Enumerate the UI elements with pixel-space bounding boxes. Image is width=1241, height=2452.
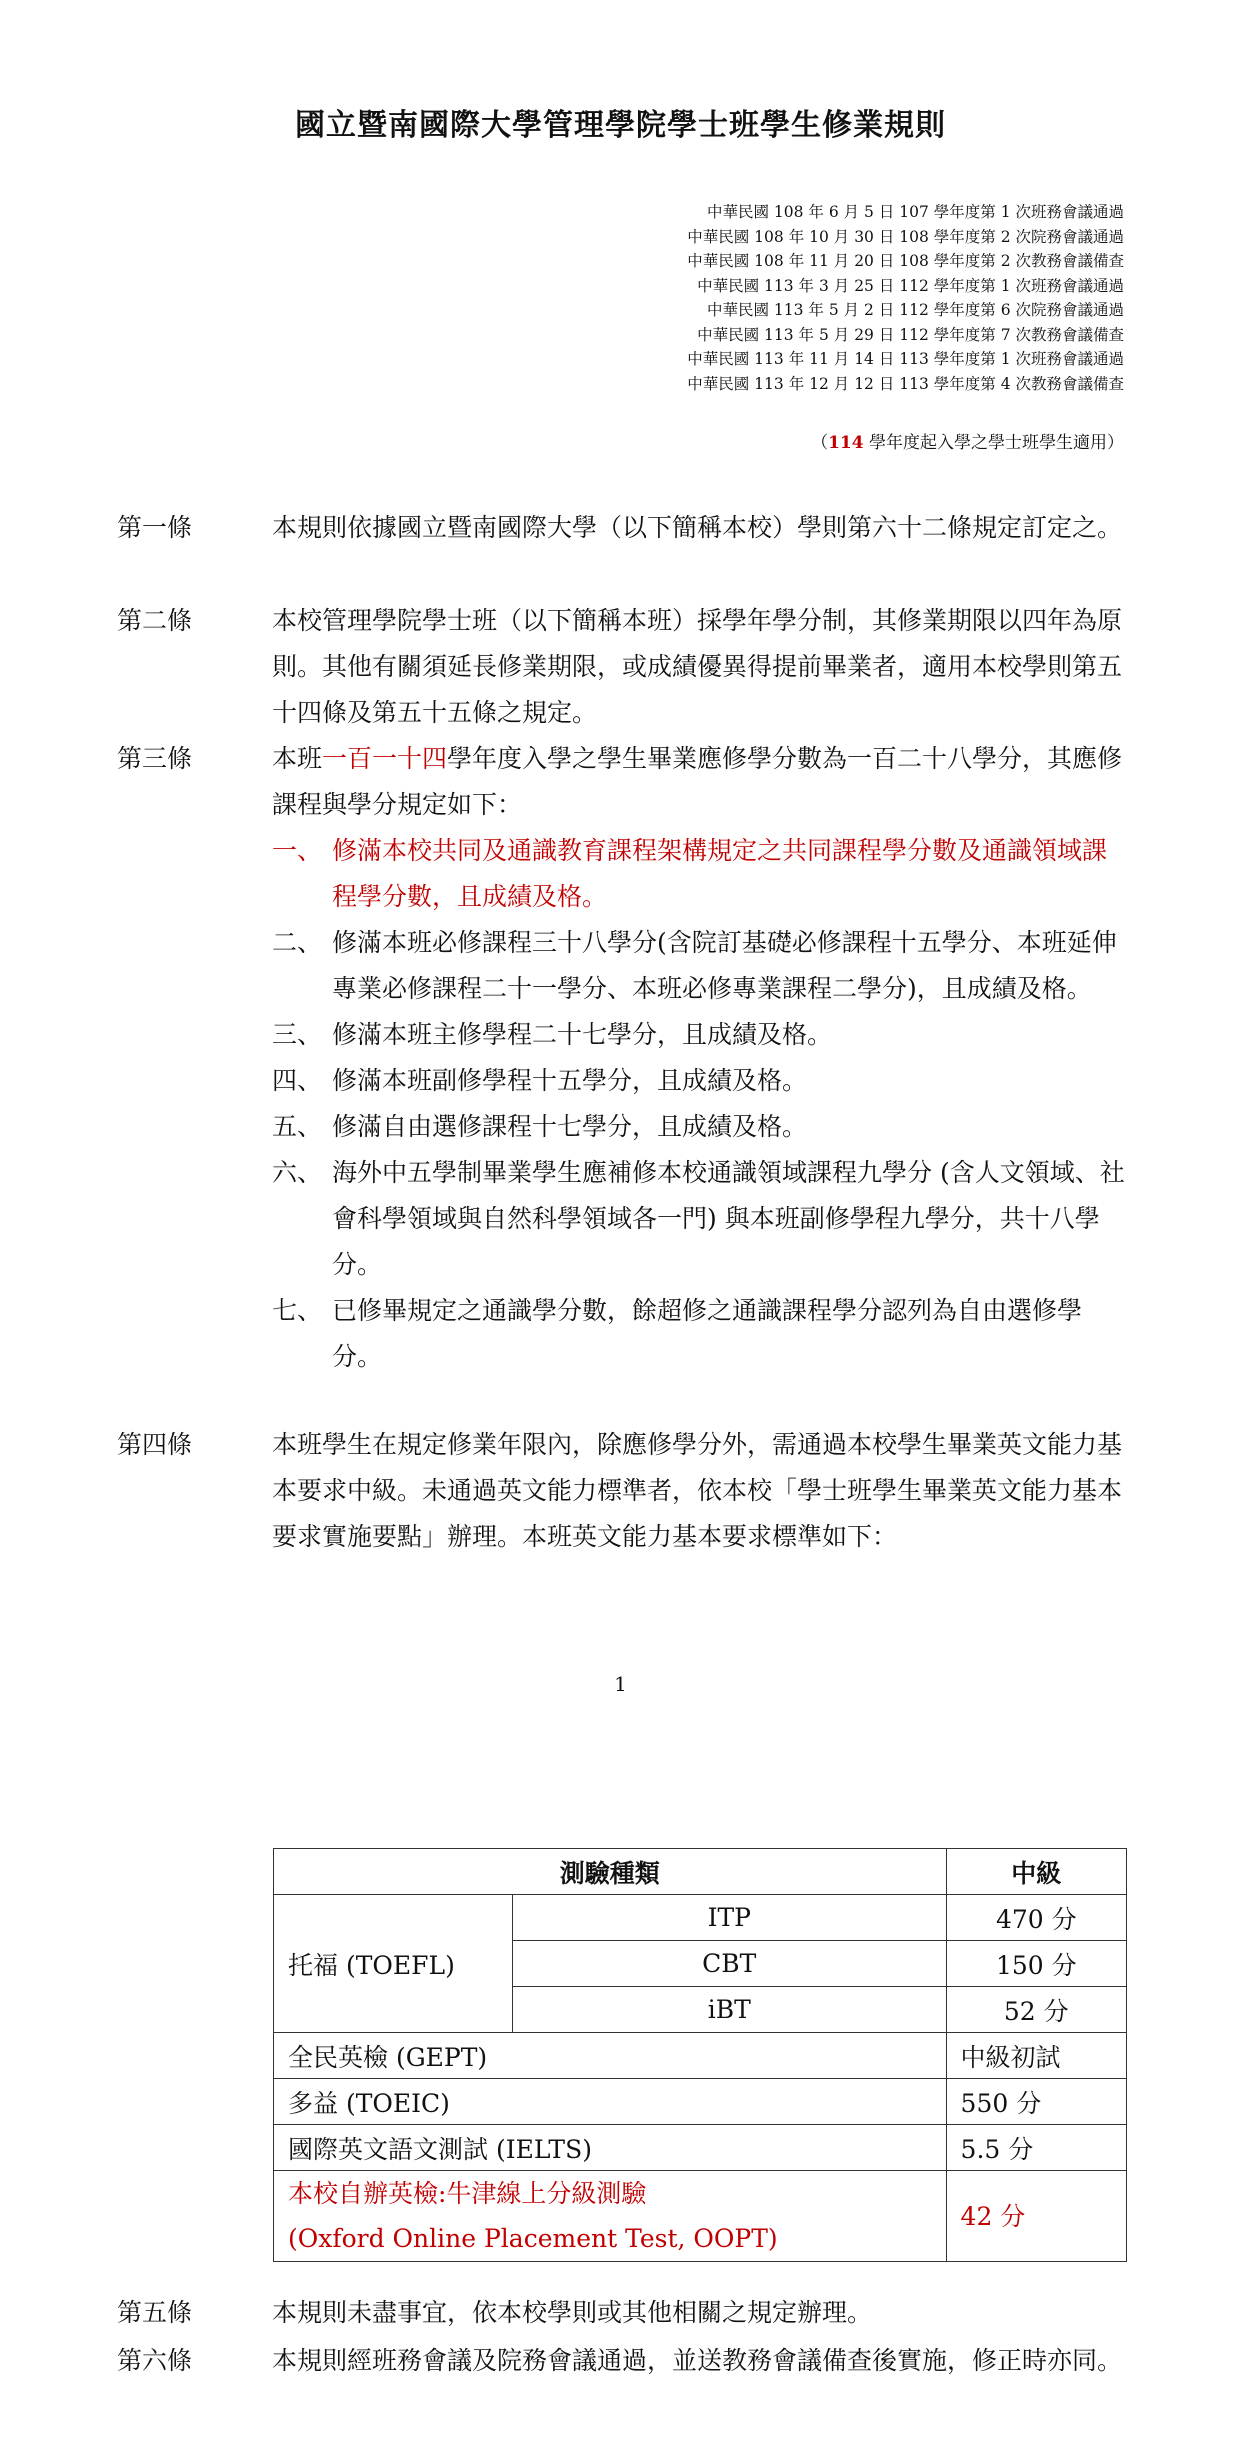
toefl-type: iBT xyxy=(513,1987,947,2033)
item-number: 一、 xyxy=(272,836,323,865)
item-text: 修滿本班必修課程三十八學分(含院訂基礎必修課程十五學分、本班延伸專業必修課程二十一學分、本班必修專業課程二學分)，且成績及格。 xyxy=(332,928,1117,1003)
article-text: 本校管理學院學士班（以下簡稱本班）採學年學分制，其修業期限以四年為原則。其他有關須延長修業期限，或成績優異得提前畢業者，適用本校學則第五十四條及第五十五條之規定。 xyxy=(272,606,1123,727)
article-text: 本規則未盡事宜，依本校學則或其他相關之規定辦理。 xyxy=(272,2298,873,2327)
article-3-item-3 xyxy=(272,1012,1127,1058)
article-3-item-1 xyxy=(272,828,1127,920)
item-text: 已修畢規定之通識學分數，餘超修之通識課程學分認列為自由選修學分。 xyxy=(332,1296,1083,1371)
applies-year: 114 xyxy=(828,433,864,453)
toefl-type: ITP xyxy=(513,1895,947,1941)
item-number: 二、 xyxy=(272,928,323,957)
article-3-year: 一百一十四 xyxy=(322,744,448,773)
article-label: 第五條 xyxy=(117,2298,193,2327)
history-line: 中華民國 108 年 10 月 30 日 108 學年度第 2 次院務會議通過 xyxy=(687,227,1124,246)
english-requirement-table xyxy=(273,1848,1127,2262)
table-row xyxy=(274,2079,1127,2125)
item-text: 修滿本校共同及通識教育課程架構規定之共同課程學分數及通識領域課程學分數，且成績及格。 xyxy=(332,836,1108,911)
item-text: 修滿本班主修學程二十七學分，且成績及格。 xyxy=(332,1020,833,1049)
article-text: 本規則依據國立暨南國際大學（以下簡稱本校）學則第六十二條規定訂定之。 xyxy=(272,513,1123,542)
item-number: 五、 xyxy=(272,1112,323,1141)
toefl-score: 150 分 xyxy=(946,1941,1126,1987)
toeic-score: 550 分 xyxy=(946,2079,1126,2125)
item-text: 修滿自由選修課程十七學分，且成績及格。 xyxy=(332,1112,808,1141)
item-text: 修滿本班副修學程十五學分，且成績及格。 xyxy=(332,1066,808,1095)
table-row xyxy=(274,2171,1127,2262)
item-number: 三、 xyxy=(272,1020,323,1049)
article-text: 本規則經班務會議及院務會議通過，並送教務會議備查後實施，修正時亦同。 xyxy=(272,2346,1123,2375)
item-number: 六、 xyxy=(272,1158,323,1187)
history-line: 中華民國 113 年 11 月 14 日 113 學年度第 1 次班務會議通過 xyxy=(687,350,1124,368)
history-line: 中華民國 113 年 12 月 12 日 113 學年度第 4 次教務會議備查 xyxy=(687,374,1124,393)
article-5 xyxy=(117,2290,1127,2336)
applies-open: （ xyxy=(811,433,829,453)
item-text: 海外中五學制畢業學生應補修本校通識領域課程九學分 (含人文領域、社會科學領域與自然科學領域各一門) 與本班副修學程九學分，共十八學分。 xyxy=(332,1158,1125,1279)
article-3-post: 學年度入學之學生畢業應修學分數為一百二十八學分，其應修課程與學分規定如下： xyxy=(272,744,1123,819)
header-intermediate: 中級 xyxy=(946,1849,1126,1895)
toeic-label: 多益 (TOEIC) xyxy=(274,2079,947,2125)
item-number: 七、 xyxy=(272,1296,323,1325)
article-label: 第四條 xyxy=(117,1430,193,1459)
oopt-line-2: (Oxford Online Placement Test, OOPT) xyxy=(288,2224,778,2253)
toefl-score: 52 分 xyxy=(946,1987,1126,2033)
article-label: 第三條 xyxy=(117,744,193,773)
article-text xyxy=(272,736,1127,828)
ielts-label: 國際英文語文測試 (IELTS) xyxy=(274,2125,947,2171)
ielts-score: 5.5 分 xyxy=(946,2125,1126,2171)
article-label: 第一條 xyxy=(117,513,193,542)
page-number: 1 xyxy=(614,1672,627,1696)
article-3-item-2 xyxy=(272,920,1127,1012)
oopt-line-1: 本校自辦英檢:牛津線上分級測驗 xyxy=(288,2179,647,2208)
article-label: 第六條 xyxy=(117,2346,193,2375)
article-1 xyxy=(117,505,1127,551)
article-text: 本班學生在規定修業年限內，除應修學分外，需通過本校學生畢業英文能力基本要求中級。未通過英文能力標準者，依本校「學士班學生畢業英文能力基本要求實施要點」辦理。本班英文能力基本要求標準如下： xyxy=(272,1430,1123,1551)
item-number: 四、 xyxy=(272,1066,323,1095)
article-3-item-5 xyxy=(272,1104,1127,1150)
article-2 xyxy=(117,598,1127,736)
article-label: 第二條 xyxy=(117,606,193,635)
history-line: 中華民國 113 年 3 月 25 日 112 學年度第 1 次班務會議通過 xyxy=(697,276,1124,295)
document-title: 國立暨南國際大學管理學院學士班學生修業規則 xyxy=(295,108,946,143)
toefl-score: 470 分 xyxy=(946,1895,1126,1941)
table-row xyxy=(274,2125,1127,2171)
article-6 xyxy=(117,2338,1127,2384)
applies-rest: 學年度起入學之學士班學生適用） xyxy=(863,433,1124,453)
history-line: 中華民國 113 年 5 月 29 日 112 學年度第 7 次教務會議備查 xyxy=(697,325,1124,344)
toefl-label: 托福 (TOEFL) xyxy=(274,1895,513,2033)
revision-history xyxy=(687,200,1124,396)
oopt-score: 42 分 xyxy=(946,2171,1126,2262)
table-row xyxy=(274,2033,1127,2079)
history-line: 中華民國 108 年 11 月 20 日 108 學年度第 2 次教務會議備查 xyxy=(687,252,1124,270)
gept-score: 中級初試 xyxy=(946,2033,1126,2079)
history-line: 中華民國 113 年 5 月 2 日 112 學年度第 6 次院務會議通過 xyxy=(706,301,1124,319)
article-3-item-7 xyxy=(272,1288,1127,1380)
history-line: 中華民國 108 年 6 月 5 日 107 學年度第 1 次班務會議通過 xyxy=(706,203,1124,221)
header-test-type: 測驗種類 xyxy=(274,1849,947,1895)
article-3 xyxy=(117,736,1127,1380)
article-3-pre: 本班 xyxy=(272,744,323,773)
gept-label: 全民英檢 (GEPT) xyxy=(274,2033,947,2079)
article-3-item-4 xyxy=(272,1058,1127,1104)
oopt-label xyxy=(274,2171,947,2262)
applicability-note xyxy=(811,428,1124,453)
toefl-type: CBT xyxy=(513,1941,947,1987)
article-3-item-6 xyxy=(272,1150,1127,1288)
article-4 xyxy=(117,1422,1127,1560)
table-row xyxy=(274,1895,1127,1941)
table-header-row xyxy=(274,1849,1127,1895)
